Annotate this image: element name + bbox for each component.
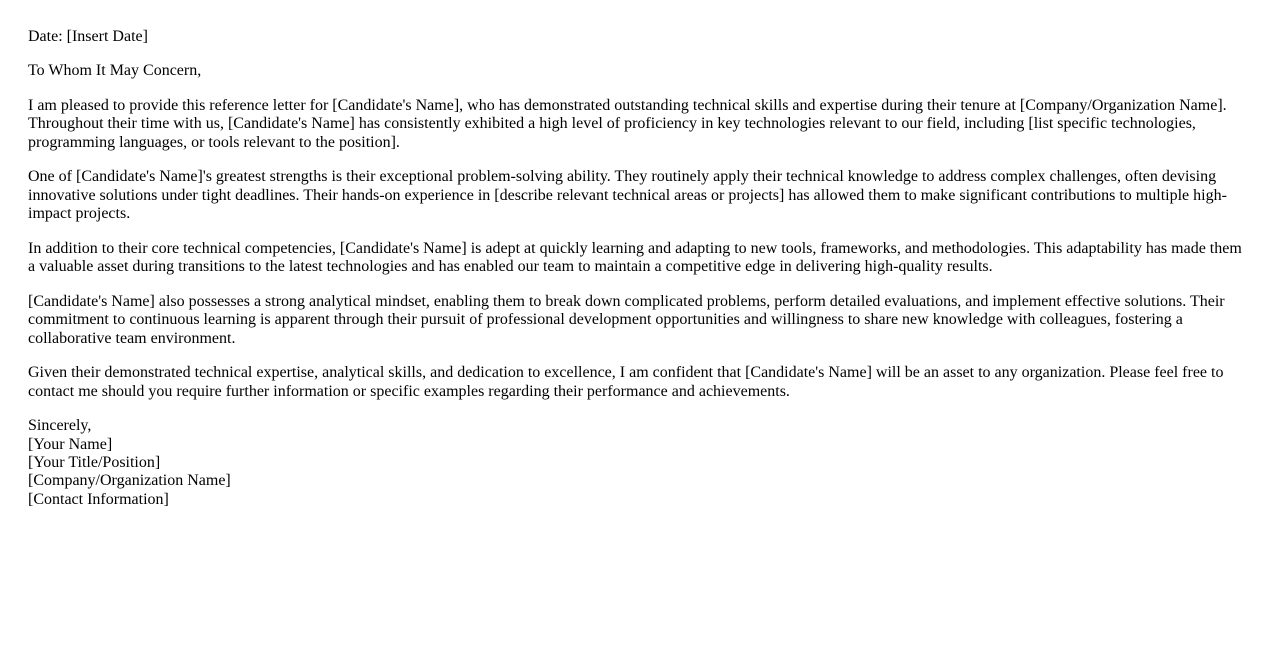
signature-line-company: [Company/Organization Name] (28, 472, 231, 490)
signature-block (28, 417, 1242, 509)
letter-paragraph-adaptability: In addition to their core technical competencies, [Candidate's Name] is adept at quickly learning and adapting to new tools, frameworks, and methodologies. This adaptability has made them a valuable asset during transitions to the latest technologies and has enabled our team to maintain a competitive edge in delivering high-quality results. (28, 239, 1242, 276)
closing-line: Sincerely, (28, 417, 92, 435)
signature-line-name: [Your Name] (28, 435, 113, 453)
date-line: Date: [Insert Date] (28, 28, 148, 45)
signature-line-title: [Your Title/Position] (28, 453, 161, 471)
letter-paragraph-conclusion: Given their demonstrated technical expertise, analytical skills, and dedication to excellence, I am confident that [Candidate's Name] will be an asset to any organization. Please feel free to contact me should you require further information or specific examples regarding their performance and achievements. (28, 364, 1224, 400)
signature-line-contact: [Contact Information] (28, 490, 169, 508)
letter-paragraph-strengths: One of [Candidate's Name]'s greatest strengths is their exceptional problem-solving ability. They routinely apply their technical knowledge to address complex challenges, often devising innovative solutions under tight deadlines. Their hands-on experience in [describe relevant technical areas or projects] has allowed them to make significant contributions to multiple high-impact projects. (28, 168, 1227, 223)
letter-paragraph-intro: I am pleased to provide this reference letter for [Candidate's Name], who has demonstrated outstanding technical skills and expertise during their tenure at [Company/Organization Name]. Throughout their time with us, [Candidate's Name] has consistently exhibited a high level of proficiency in key technologies relevant to our field, including [list specific technologies, programming languages, or tools relevant to the position]. (28, 96, 1227, 151)
letter-paragraph-analytical: [Candidate's Name] also possesses a strong analytical mindset, enabling them to break down complicated problems, perform detailed evaluations, and implement effective solutions. Their commitment to continuous learning is apparent through their pursuit of professional development opportunities and willingness to share new knowledge with colleagues, fostering a collaborative team environment. (28, 292, 1225, 347)
salutation: To Whom It May Concern, (28, 62, 202, 80)
